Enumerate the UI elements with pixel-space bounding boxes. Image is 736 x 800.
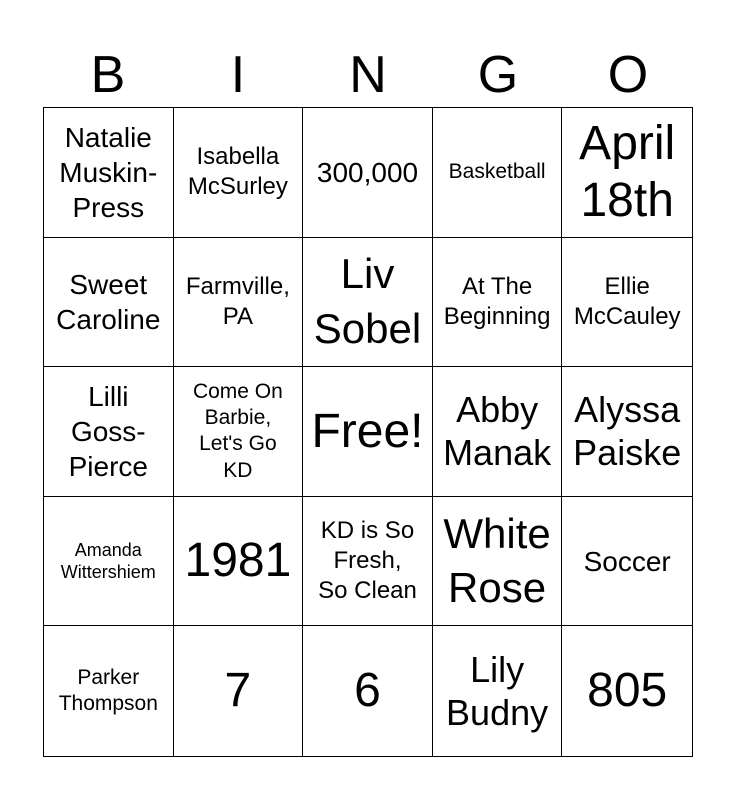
- bingo-cell[interactable]: [303, 497, 433, 627]
- bingo-cell-text: Farmville, PA: [185, 272, 290, 330]
- bingo-cell[interactable]: [562, 238, 692, 368]
- header-letter-o: O: [607, 46, 649, 104]
- bingo-header: [43, 44, 693, 106]
- bingo-cell[interactable]: [433, 497, 563, 627]
- bingo-cell[interactable]: [44, 367, 174, 497]
- bingo-cell-text: Ellie McCauley: [573, 272, 681, 330]
- header-letter-g: G: [477, 46, 519, 104]
- bingo-cell[interactable]: [174, 367, 304, 497]
- bingo-cell-text: Lilli Goss- Pierce: [68, 380, 148, 482]
- bingo-cell-text: At The Beginning: [443, 272, 551, 330]
- bingo-cell-text: Sweet Caroline: [56, 268, 161, 335]
- bingo-cell-text: Parker Thompson: [58, 665, 158, 716]
- bingo-cell[interactable]: [562, 367, 692, 497]
- bingo-cell-text: 805: [587, 664, 668, 718]
- bingo-cell-text: 7: [224, 664, 252, 718]
- bingo-cell[interactable]: [174, 626, 304, 756]
- bingo-cell-text: April 18th: [579, 116, 676, 228]
- bingo-cell[interactable]: [44, 626, 174, 756]
- bingo-cell-text: 6: [354, 664, 381, 718]
- bingo-cell[interactable]: [562, 108, 692, 238]
- bingo-cell[interactable]: [303, 238, 433, 368]
- bingo-cell-text: Soccer: [583, 545, 671, 577]
- bingo-cell[interactable]: [44, 238, 174, 368]
- bingo-cell-free[interactable]: [303, 367, 433, 497]
- bingo-cell[interactable]: [174, 497, 304, 627]
- bingo-cell[interactable]: [433, 626, 563, 756]
- bingo-cell[interactable]: [174, 108, 304, 238]
- bingo-cell-text: 300,000: [316, 156, 419, 188]
- bingo-cell[interactable]: [433, 108, 563, 238]
- bingo-cell[interactable]: [174, 238, 304, 368]
- bingo-cell-text: Liv Sobel: [313, 250, 422, 352]
- bingo-cell[interactable]: [44, 108, 174, 238]
- bingo-cell[interactable]: [562, 626, 692, 756]
- bingo-cell[interactable]: [303, 626, 433, 756]
- bingo-cell[interactable]: [303, 108, 433, 238]
- bingo-cell-text: Abby Manak: [443, 389, 552, 474]
- bingo-cell-text: Isabella McSurley: [187, 143, 288, 201]
- bingo-cell[interactable]: [433, 367, 563, 497]
- bingo-cell-text: Natalie Muskin- Press: [59, 121, 158, 223]
- bingo-cell-text: Come On Barbie, Let's Go KD: [192, 379, 283, 482]
- header-letter-n: N: [349, 46, 387, 104]
- bingo-cell-text: Alyssa Paiske: [573, 389, 682, 474]
- bingo-cell[interactable]: [562, 497, 692, 627]
- header-letter-i: I: [230, 46, 246, 104]
- bingo-cell-text: KD is So Fresh, So Clean: [318, 517, 417, 605]
- bingo-cell-text: Basketball: [448, 160, 546, 184]
- bingo-cell[interactable]: [433, 238, 563, 368]
- bingo-cell[interactable]: [44, 497, 174, 627]
- bingo-cell-text: White Rose: [443, 509, 551, 612]
- bingo-cell-text: 1981: [184, 534, 292, 588]
- bingo-cell-text: Lily Budny: [446, 649, 549, 734]
- header-letter-b: B: [90, 46, 126, 104]
- bingo-cell-text: Amanda Wittershiem: [60, 539, 156, 583]
- bingo-card-grid: [43, 107, 693, 757]
- free-space-text: Free!: [311, 404, 424, 458]
